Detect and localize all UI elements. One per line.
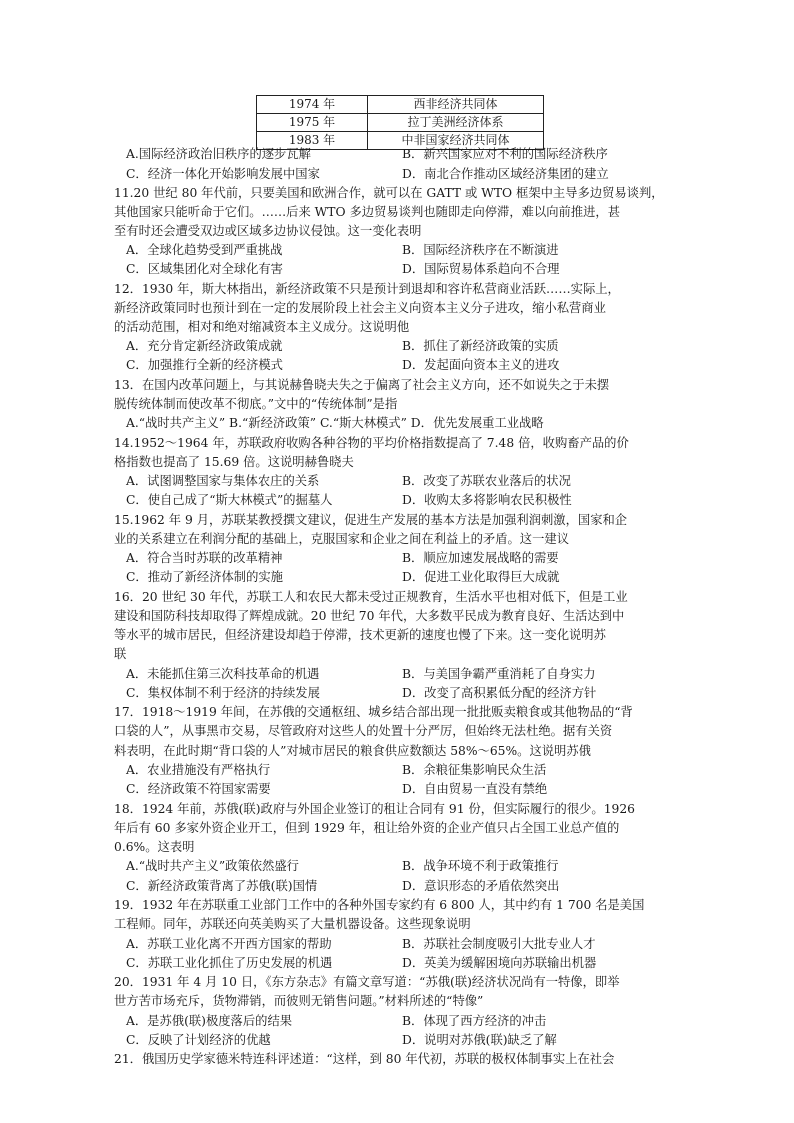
answer-option: C．新经济政策背离了苏俄(联)国情 [126, 879, 318, 893]
question-text-line: 业的关系建立在利润分配的基础上，克服国家和企业之间在利益上的矛盾。这一建议 [114, 532, 569, 546]
question-text-line: 12．1930 年，斯大林指出，新经济政策不只是预计到退却和容许私营商业活跃……实际上， [114, 282, 620, 296]
answer-option: C．加强推行全新的经济模式 [126, 358, 283, 372]
answer-option: B．改变了苏联农业落后的状况 [402, 474, 571, 488]
answer-option: B．体现了西方经济的冲击 [402, 1014, 547, 1028]
answer-option: C．反映了计划经济的优越 [126, 1033, 271, 1047]
answer-option: D．南北合作推动区域经济集团的建立 [402, 167, 609, 181]
question-text-line: 建设和国防科技却取得了辉煌成就。20 世纪 70 年代，大多数平民成为教育良好、生活达到中 [114, 609, 625, 623]
answer-option: B．苏联社会制度吸引大批专业人才 [402, 937, 596, 951]
question-text-line: 等水平的城市居民，但经济建设却趋于停滞，技术更新的速度也慢了下来。这一变化说明苏 [114, 628, 606, 642]
question-text-line: 13．在国内改革问题上，与其说赫鲁晓夫失之于偏离了社会主义方向，还不如说失之于未摆 [114, 378, 610, 392]
answer-option: C．推动了新经济体制的实施 [126, 570, 283, 584]
answer-option: A．是苏俄(联)极度落后的结果 [126, 1014, 293, 1028]
question-text-line: 料表明，在此时期“背口袋的人”对城市居民的粮食供应数额达 58%～65%。这说明苏俄 [114, 744, 591, 758]
answer-option: A．充分肯定新经济政策成就 [126, 339, 283, 353]
answer-option: A.“战时共产主义” B.“新经济政策” C.“斯大林模式” D．优先发展重工业战略 [126, 416, 544, 430]
answer-option: D．促进工业化取得巨大成就 [402, 570, 560, 584]
answer-option: D．改变了高积累低分配的经济方针 [402, 686, 597, 700]
answer-option: A．全球化趋势受到严重挑战 [126, 243, 283, 257]
answer-option: C．苏联工业化抓住了历史发展的机遇 [126, 956, 333, 970]
answer-option: D．意识形态的矛盾依然突出 [402, 879, 560, 893]
answer-option: B．战争环境不利于政策推行 [402, 859, 559, 873]
answer-option: A．苏联工业化离不开西方国家的帮助 [126, 937, 332, 951]
question-text-line: 21．俄国历史学家德米特连科评述道：“这样，到 80 年代初，苏联的极权体制事实上在社会 [114, 1052, 615, 1066]
question-text-line: 20．1931 年 4 月 10 日，《东方杂志》有篇文章写道：“苏俄(联)经济状况尚有一特像，即举 [114, 975, 620, 989]
answer-option: A.“战时共产主义”政策依然盛行 [126, 859, 299, 873]
question-text-line: 格指数也提高了 15.69 倍。这说明赫鲁晓夫 [114, 455, 354, 469]
answer-option: A．未能抓住第三次科技革命的机遇 [126, 667, 320, 681]
table-cell-organization: 西非经济共同体 [368, 96, 544, 114]
question-text-line: 新经济政策同时也预计到在一定的发展阶段上社会主义向资本主义分子进攻，缩小私营商业 [114, 301, 606, 315]
question-text-line: 18．1924 年前，苏俄(联)政府与外国企业签订的租让合同有 91 份，但实际履行的很少。1926 [114, 802, 636, 816]
question-text-line: 14.1952～1964 年，苏联政府收购各种谷物的平均价格指数提高了 7.48 倍，收购畜产品的价 [114, 436, 629, 450]
table-row [257, 114, 544, 132]
question-text-line: 16．20 世纪 30 年代，苏联工人和农民大都未受过正规教育，生活水平也相对低下，但是工业 [114, 590, 628, 604]
answer-option: C．经济政策不符国家需要 [126, 782, 271, 796]
question-text-line: 工程师。同年，苏联还向英美购买了大量机器设备。这些现象说明 [114, 917, 471, 931]
question-text-line: 11.20 世纪 80 年代前，只要美国和欧洲合作，就可以在 GATT 或 WTO 框架中主导多边贸易谈判， [114, 186, 664, 200]
answer-option: B．新兴国家应对不利的国际经济秩序 [402, 147, 608, 161]
answer-option: C．经济一体化开始影响发展中国家 [126, 167, 320, 181]
answer-option: B．与美国争霸严重消耗了自身实力 [402, 667, 596, 681]
answer-option: D．发起面向资本主义的进攻 [402, 358, 560, 372]
question-text-line: 的活动范围，相对和绝对缩减资本主义成分。这说明他 [114, 320, 410, 334]
question-text-line: 联 [114, 647, 127, 661]
table-cell-organization: 中非国家经济共同体 [368, 132, 544, 150]
table-cell-year: 1974 年 [257, 96, 368, 114]
answer-option: A．符合当时苏联的改革精神 [126, 551, 283, 565]
answer-option: A．试图调整国家与集体农庄的关系 [126, 474, 320, 488]
answer-option: B．顺应加速发展战略的需要 [402, 551, 559, 565]
question-text-line: 19．1932 年在苏联重工业部门工作中的各种外国专家约有 6 800 人，其中约有 1 700 名是美国 [114, 898, 645, 912]
answer-option: B．国际经济秩序在不断演进 [402, 243, 559, 257]
answer-option: D．说明对苏俄(联)缺乏了解 [402, 1033, 557, 1047]
table-row [257, 96, 544, 114]
question-text-line: 至有时还会遭受双边或区域多边协议侵蚀。这一变化表明 [114, 224, 422, 238]
answer-option: D．英美为缓解困境向苏联输出机器 [402, 956, 597, 970]
question-text-line: 15.1962 年 9 月，苏联某教授撰文建议，促进生产发展的基本方法是加强利润刺激，国家和企 [114, 513, 628, 527]
answer-option: A．农业措施没有严格执行 [126, 763, 271, 777]
answer-option: B．抓住了新经济政策的实质 [402, 339, 559, 353]
question-text-line: 17．1918～1919 年间，在苏俄的交通枢纽、城乡结合部出现一批批贩卖粮食或其他物品的“背 [114, 705, 633, 719]
answer-option: B．余粮征集影响民众生活 [402, 763, 547, 777]
table-cell-year: 1975 年 [257, 114, 368, 132]
answer-option: D．自由贸易一直没有禁绝 [402, 782, 548, 796]
answer-option: A.国际经济政治旧秩序的逐步瓦解 [126, 147, 311, 161]
question-text-line: 年后有 60 多家外资企业开工，但到 1929 年，租让给外资的企业产值只占全国工业总产值的 [114, 821, 620, 835]
year-organization-table [256, 95, 544, 150]
answer-option: C．区域集团化对全球化有害 [126, 262, 283, 276]
question-text-line: 口袋的人”，从事黑市交易，尽管政府对这些人的处置十分严厉，但始终无法杜绝。据有关资 [114, 724, 613, 738]
question-text-line: 0.6%。这表明 [114, 840, 195, 854]
question-text-line: 世方苦市场充斥，货物滞销，而彼则无销售问题。”材料所述的“特像” [114, 994, 484, 1008]
answer-option: D．国际贸易体系趋向不合理 [402, 262, 560, 276]
table-cell-year: 1983 年 [257, 132, 368, 150]
table-cell-organization: 拉丁美洲经济体系 [368, 114, 544, 132]
answer-option: D．收购太多将影响农民积极性 [402, 493, 572, 507]
answer-option: C．集权体制不利于经济的持续发展 [126, 686, 320, 700]
answer-option: C．使自己成了“斯大林模式”的掘墓人 [126, 493, 333, 507]
question-text-line: 脱传统体制而使改革不彻底。”文中的“传统体制”是指 [114, 397, 398, 411]
question-text-line: 其他国家只能听命于它们。……后来 WTO 多边贸易谈判也随即走向停滞，难以向前推进，甚 [114, 205, 621, 219]
